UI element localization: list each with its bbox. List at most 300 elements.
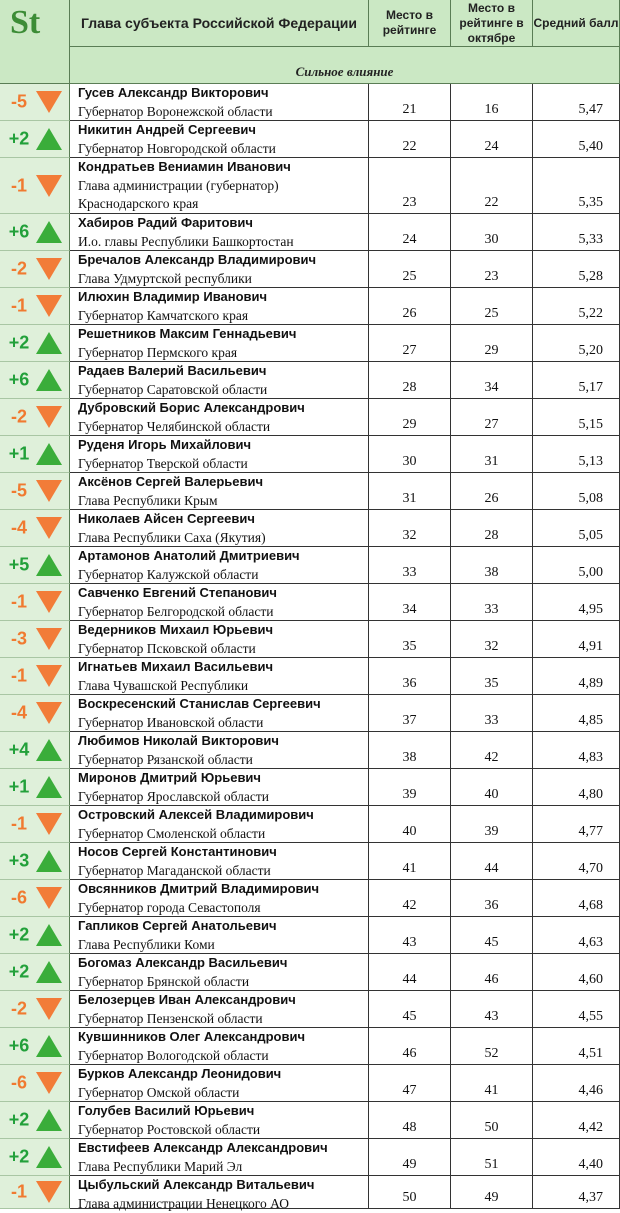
change-value: -5 — [10, 91, 27, 112]
person-post: Губернатор Ярославской области — [78, 789, 269, 804]
avg-cell — [533, 1028, 620, 1065]
person-post: Глава Республики Марий Эл — [78, 1159, 243, 1174]
rank-oct-value: 44 — [484, 861, 499, 876]
avg-cell — [533, 806, 620, 843]
change-value: -6 — [10, 1072, 27, 1093]
person-name: Овсянников Дмитрий Владимирович — [78, 881, 320, 896]
avg-value: 5,28 — [578, 269, 603, 284]
avg-cell — [533, 880, 620, 917]
avg-value: 4,68 — [578, 898, 603, 913]
avg-cell — [533, 1102, 620, 1139]
rank-oct-cell — [451, 880, 533, 917]
rank-cell — [369, 325, 451, 362]
person-post: Губернатор Воронежской области — [78, 104, 273, 119]
avg-value: 5,15 — [578, 417, 603, 432]
change-cell — [0, 251, 70, 288]
avg-value: 5,22 — [578, 306, 603, 321]
rank-value: 48 — [402, 1120, 417, 1135]
person-name: Воскресенский Станислав Сергеевич — [78, 696, 321, 711]
section-title: Сильное влияние — [295, 64, 394, 79]
table-row — [0, 84, 620, 121]
name-cell — [70, 1176, 369, 1209]
change-cell — [0, 621, 70, 658]
rank-oct-value: 36 — [484, 898, 499, 913]
rank-oct-value: 29 — [484, 343, 499, 358]
rank-oct-cell — [451, 621, 533, 658]
person-name: Радаев Валерий Васильевич — [78, 363, 267, 378]
person-post: Губернатор Камчатского края — [78, 308, 249, 323]
change-cell — [0, 436, 70, 473]
name-cell — [70, 214, 369, 251]
person-name: Бречалов Александр Владимирович — [78, 252, 317, 267]
avg-cell — [533, 547, 620, 584]
change-cell — [0, 658, 70, 695]
person-name: Николаев Айсен Сергеевич — [78, 511, 255, 526]
rank-oct-value: 30 — [484, 232, 499, 247]
change-arrow-icon — [36, 91, 62, 113]
rank-oct-cell — [451, 695, 533, 732]
person-post: Глава администрации (губернатор) Краснодарского края — [78, 178, 279, 211]
rank-oct-cell — [451, 158, 533, 214]
change-value: +2 — [8, 924, 30, 945]
rank-value: 34 — [402, 602, 417, 617]
table-row — [0, 121, 620, 158]
rank-oct-value: 27 — [484, 417, 499, 432]
rank-oct-cell — [451, 1028, 533, 1065]
name-cell — [70, 84, 369, 121]
person-post: Глава Республики Коми — [78, 937, 215, 952]
person-post: Глава Республики Саха (Якутия) — [78, 530, 266, 545]
rank-cell — [369, 584, 451, 621]
change-value: +2 — [8, 961, 30, 982]
table-row — [0, 769, 620, 806]
rank-value: 24 — [402, 232, 417, 247]
name-cell — [70, 473, 369, 510]
rank-cell — [369, 769, 451, 806]
avg-cell — [533, 658, 620, 695]
rank-cell — [369, 843, 451, 880]
change-cell — [0, 584, 70, 621]
rank-oct-cell — [451, 806, 533, 843]
rank-oct-value: 33 — [484, 602, 499, 617]
name-cell — [70, 1028, 369, 1065]
name-cell — [70, 121, 369, 158]
rank-oct-cell — [451, 547, 533, 584]
name-cell — [70, 436, 369, 473]
rank-cell — [369, 917, 451, 954]
rank-oct-cell — [451, 843, 533, 880]
rank-value: 26 — [402, 306, 417, 321]
rank-cell — [369, 288, 451, 325]
table-row — [0, 621, 620, 658]
rank-oct-cell — [451, 584, 533, 621]
change-value: -1 — [10, 295, 27, 316]
rank-oct-value: 49 — [484, 1190, 499, 1205]
person-post: Губернатор Ивановской области — [78, 715, 264, 730]
avg-value: 4,42 — [578, 1120, 603, 1135]
rank-oct-cell — [451, 399, 533, 436]
person-post: Губернатор города Севастополя — [78, 900, 261, 915]
table-row — [0, 732, 620, 769]
change-cell — [0, 473, 70, 510]
person-name: Игнатьев Михаил Васильевич — [78, 659, 274, 674]
avg-cell — [533, 510, 620, 547]
rank-oct-cell — [451, 917, 533, 954]
rank-cell — [369, 695, 451, 732]
rank-value: 35 — [402, 639, 417, 654]
avg-cell — [533, 769, 620, 806]
avg-cell — [533, 362, 620, 399]
change-cell — [0, 84, 70, 121]
rank-cell — [369, 1102, 451, 1139]
rank-oct-value: 40 — [484, 787, 499, 802]
rank-cell — [369, 1065, 451, 1102]
change-cell — [0, 732, 70, 769]
person-name: Руденя Игорь Михайлович — [78, 437, 252, 452]
rank-cell — [369, 621, 451, 658]
rank-oct-value: 23 — [484, 269, 499, 284]
person-name: Миронов Дмитрий Юрьевич — [78, 770, 261, 785]
change-value: +2 — [8, 1146, 30, 1167]
change-value: +3 — [8, 850, 30, 871]
change-value: -4 — [10, 702, 27, 723]
change-arrow-icon — [36, 517, 62, 539]
rank-oct-value: 26 — [484, 491, 499, 506]
rank-oct-value: 33 — [484, 713, 499, 728]
rank-cell — [369, 399, 451, 436]
table-row — [0, 251, 620, 288]
name-cell — [70, 362, 369, 399]
change-value: -2 — [10, 406, 27, 427]
rank-oct-value: 16 — [484, 102, 499, 117]
change-value: -3 — [10, 628, 27, 649]
avg-value: 5,40 — [578, 139, 603, 154]
rank-cell — [369, 214, 451, 251]
change-cell — [0, 1176, 70, 1209]
avg-cell — [533, 288, 620, 325]
rank-oct-cell — [451, 362, 533, 399]
change-value: -5 — [10, 480, 27, 501]
name-cell — [70, 806, 369, 843]
table-row — [0, 658, 620, 695]
change-arrow-icon — [36, 1109, 62, 1131]
rank-oct-value: 24 — [484, 139, 499, 154]
rank-oct-value: 32 — [484, 639, 499, 654]
table-row — [0, 843, 620, 880]
change-arrow-icon — [36, 591, 62, 613]
name-cell — [70, 991, 369, 1028]
rank-oct-value: 35 — [484, 676, 499, 691]
person-name: Богомаз Александр Васильевич — [78, 955, 288, 970]
change-cell — [0, 806, 70, 843]
avg-cell — [533, 84, 620, 121]
change-arrow-icon — [36, 332, 62, 354]
table-row — [0, 547, 620, 584]
name-cell — [70, 1139, 369, 1176]
rank-cell — [369, 547, 451, 584]
person-name: Артамонов Анатолий Дмитриевич — [78, 548, 300, 563]
avg-cell — [533, 917, 620, 954]
avg-value: 5,05 — [578, 528, 603, 543]
change-cell — [0, 121, 70, 158]
rank-value: 28 — [402, 380, 417, 395]
avg-value: 5,33 — [578, 232, 603, 247]
rank-value: 46 — [402, 1046, 417, 1061]
person-post: Губернатор Тверской области — [78, 456, 248, 471]
rank-cell — [369, 806, 451, 843]
table-row — [0, 991, 620, 1028]
person-name: Илюхин Владимир Иванович — [78, 289, 268, 304]
person-post: Губернатор Рязанской области — [78, 752, 253, 767]
avg-value: 4,89 — [578, 676, 603, 691]
rank-oct-value: 42 — [484, 750, 499, 765]
avg-cell — [533, 1176, 620, 1209]
person-post: Губернатор Смоленской области — [78, 826, 266, 841]
section-row — [70, 47, 620, 84]
person-name: Ведерников Михаил Юрьевич — [78, 622, 274, 637]
person-name: Гапликов Сергей Анатольевич — [78, 918, 277, 933]
avg-cell — [533, 843, 620, 880]
table-row — [0, 510, 620, 547]
person-name: Островский Алексей Владимирович — [78, 807, 314, 822]
logo — [0, 0, 70, 84]
change-value: -1 — [10, 591, 27, 612]
rank-oct-cell — [451, 473, 533, 510]
change-cell — [0, 1065, 70, 1102]
avg-cell — [533, 695, 620, 732]
avg-cell — [533, 954, 620, 991]
avg-value: 4,91 — [578, 639, 603, 654]
change-cell — [0, 510, 70, 547]
avg-value: 4,83 — [578, 750, 603, 765]
rank-oct-cell — [451, 214, 533, 251]
rank-value: 32 — [402, 528, 417, 543]
change-value: +6 — [8, 369, 30, 390]
rank-value: 36 — [402, 676, 417, 691]
name-cell — [70, 325, 369, 362]
rank-oct-cell — [451, 732, 533, 769]
avg-value: 4,95 — [578, 602, 603, 617]
change-cell — [0, 1028, 70, 1065]
change-arrow-icon — [36, 776, 62, 798]
rank-oct-value: 52 — [484, 1046, 499, 1061]
person-post: Губернатор Белгородской области — [78, 604, 274, 619]
avg-cell — [533, 399, 620, 436]
table-row — [0, 1028, 620, 1065]
person-post: Губернатор Пермского края — [78, 345, 238, 360]
avg-value: 4,77 — [578, 824, 603, 839]
rank-cell — [369, 436, 451, 473]
rank-cell — [369, 251, 451, 288]
name-cell — [70, 695, 369, 732]
name-cell — [70, 1065, 369, 1102]
rank-cell — [369, 658, 451, 695]
rank-value: 29 — [402, 417, 417, 432]
avg-cell — [533, 732, 620, 769]
change-arrow-icon — [36, 924, 62, 946]
table-row — [0, 473, 620, 510]
change-arrow-icon — [36, 850, 62, 872]
rank-cell — [369, 991, 451, 1028]
name-cell — [70, 510, 369, 547]
rank-oct-cell — [451, 510, 533, 547]
change-value: +5 — [8, 554, 30, 575]
name-cell — [70, 658, 369, 695]
rank-value: 47 — [402, 1083, 417, 1098]
avg-value: 5,35 — [578, 195, 603, 210]
change-arrow-icon — [36, 739, 62, 761]
change-cell — [0, 1139, 70, 1176]
change-value: +4 — [8, 739, 30, 760]
avg-value: 4,70 — [578, 861, 603, 876]
change-cell — [0, 158, 70, 214]
change-cell — [0, 214, 70, 251]
table-row — [0, 1139, 620, 1176]
person-post: Губернатор Псковской области — [78, 641, 256, 656]
rank-value: 33 — [402, 565, 417, 580]
change-value: -1 — [10, 175, 27, 195]
rank-oct-value: 34 — [484, 380, 499, 395]
person-name: Савченко Евгений Степанович — [78, 585, 277, 600]
change-arrow-icon — [36, 1181, 62, 1203]
rank-value: 25 — [402, 269, 417, 284]
name-cell — [70, 843, 369, 880]
rank-value: 39 — [402, 787, 417, 802]
table-row — [0, 399, 620, 436]
change-cell — [0, 399, 70, 436]
avg-value: 4,80 — [578, 787, 603, 802]
change-value: +2 — [8, 332, 30, 353]
change-value: -4 — [10, 517, 27, 538]
rank-oct-cell — [451, 991, 533, 1028]
rank-oct-cell — [451, 1065, 533, 1102]
change-arrow-icon — [36, 480, 62, 502]
change-arrow-icon — [36, 128, 62, 150]
person-name: Белозерцев Иван Александрович — [78, 992, 296, 1007]
avg-value: 4,85 — [578, 713, 603, 728]
rank-oct-cell — [451, 251, 533, 288]
change-value: -1 — [10, 665, 27, 686]
person-post: Глава Удмуртской республики — [78, 271, 252, 286]
table-row — [0, 954, 620, 991]
rank-oct-value: 51 — [484, 1157, 499, 1172]
change-value: +1 — [8, 776, 30, 797]
avg-cell — [533, 1065, 620, 1102]
rank-value: 37 — [402, 713, 417, 728]
change-value: +2 — [8, 1109, 30, 1130]
change-arrow-icon — [36, 665, 62, 687]
name-cell — [70, 621, 369, 658]
rank-oct-value: 41 — [484, 1083, 499, 1098]
rank-oct-cell — [451, 954, 533, 991]
name-cell — [70, 732, 369, 769]
rank-cell — [369, 121, 451, 158]
header-avg: Средний балл — [533, 0, 620, 47]
change-value: -2 — [10, 258, 27, 279]
avg-value: 5,08 — [578, 491, 603, 506]
table-row — [0, 325, 620, 362]
rank-value: 40 — [402, 824, 417, 839]
change-cell — [0, 880, 70, 917]
change-arrow-icon — [36, 443, 62, 465]
change-cell — [0, 325, 70, 362]
rank-value: 30 — [402, 454, 417, 469]
person-name: Цыбульский Александр Витальевич — [78, 1177, 315, 1192]
person-post: Губернатор Саратовской области — [78, 382, 268, 397]
rank-cell — [369, 732, 451, 769]
table-row — [0, 214, 620, 251]
person-post: Губернатор Брянской области — [78, 974, 250, 989]
change-arrow-icon — [36, 628, 62, 650]
change-cell — [0, 547, 70, 584]
change-arrow-icon — [36, 406, 62, 428]
rank-value: 41 — [402, 861, 417, 876]
rank-oct-value: 28 — [484, 528, 499, 543]
person-post: Глава Чувашской Республики — [78, 678, 249, 693]
rank-oct-cell — [451, 1102, 533, 1139]
rank-oct-cell — [451, 121, 533, 158]
person-name: Хабиров Радий Фаритович — [78, 215, 253, 230]
change-cell — [0, 695, 70, 732]
table-row — [0, 806, 620, 843]
rank-cell — [369, 473, 451, 510]
avg-value: 5,47 — [578, 102, 603, 117]
name-cell — [70, 584, 369, 621]
change-cell — [0, 362, 70, 399]
avg-cell — [533, 621, 620, 658]
name-cell — [70, 158, 369, 214]
person-post: Губернатор Магаданской области — [78, 863, 271, 878]
avg-value: 4,37 — [578, 1190, 603, 1205]
table-row — [0, 584, 620, 621]
name-cell — [70, 954, 369, 991]
table-row — [0, 880, 620, 917]
table-row — [0, 695, 620, 732]
rank-oct-cell — [451, 658, 533, 695]
rank-value: 44 — [402, 972, 417, 987]
rank-value: 27 — [402, 343, 417, 358]
person-post: Губернатор Ростовской области — [78, 1122, 261, 1137]
name-cell — [70, 880, 369, 917]
change-cell — [0, 991, 70, 1028]
person-post: Глава администрации Ненецкого АО — [78, 1196, 289, 1211]
rank-oct-cell — [451, 84, 533, 121]
change-value: -6 — [10, 887, 27, 908]
avg-cell — [533, 584, 620, 621]
rank-value: 21 — [402, 102, 417, 117]
rank-value: 31 — [402, 491, 417, 506]
rank-value: 45 — [402, 1009, 417, 1024]
person-name: Аксёнов Сергей Валерьевич — [78, 474, 264, 489]
avg-value: 4,40 — [578, 1157, 603, 1172]
person-post: Губернатор Челябинской области — [78, 419, 271, 434]
rank-cell — [369, 1176, 451, 1209]
rank-cell — [369, 510, 451, 547]
person-post: Губернатор Пензенской области — [78, 1011, 263, 1026]
rank-oct-value: 39 — [484, 824, 499, 839]
rank-cell — [369, 1028, 451, 1065]
name-cell — [70, 288, 369, 325]
change-value: +6 — [8, 1035, 30, 1056]
rank-oct-value: 22 — [484, 195, 499, 210]
change-arrow-icon — [36, 1146, 62, 1168]
avg-cell — [533, 121, 620, 158]
rank-value: 49 — [402, 1157, 417, 1172]
person-name: Голубев Василий Юрьевич — [78, 1103, 255, 1118]
header-rank-oct: Место в рейтинге в октябре — [451, 0, 533, 47]
person-name: Кувшинников Олег Александрович — [78, 1029, 306, 1044]
person-name: Кондратьев Вениамин Иванович — [78, 159, 291, 174]
